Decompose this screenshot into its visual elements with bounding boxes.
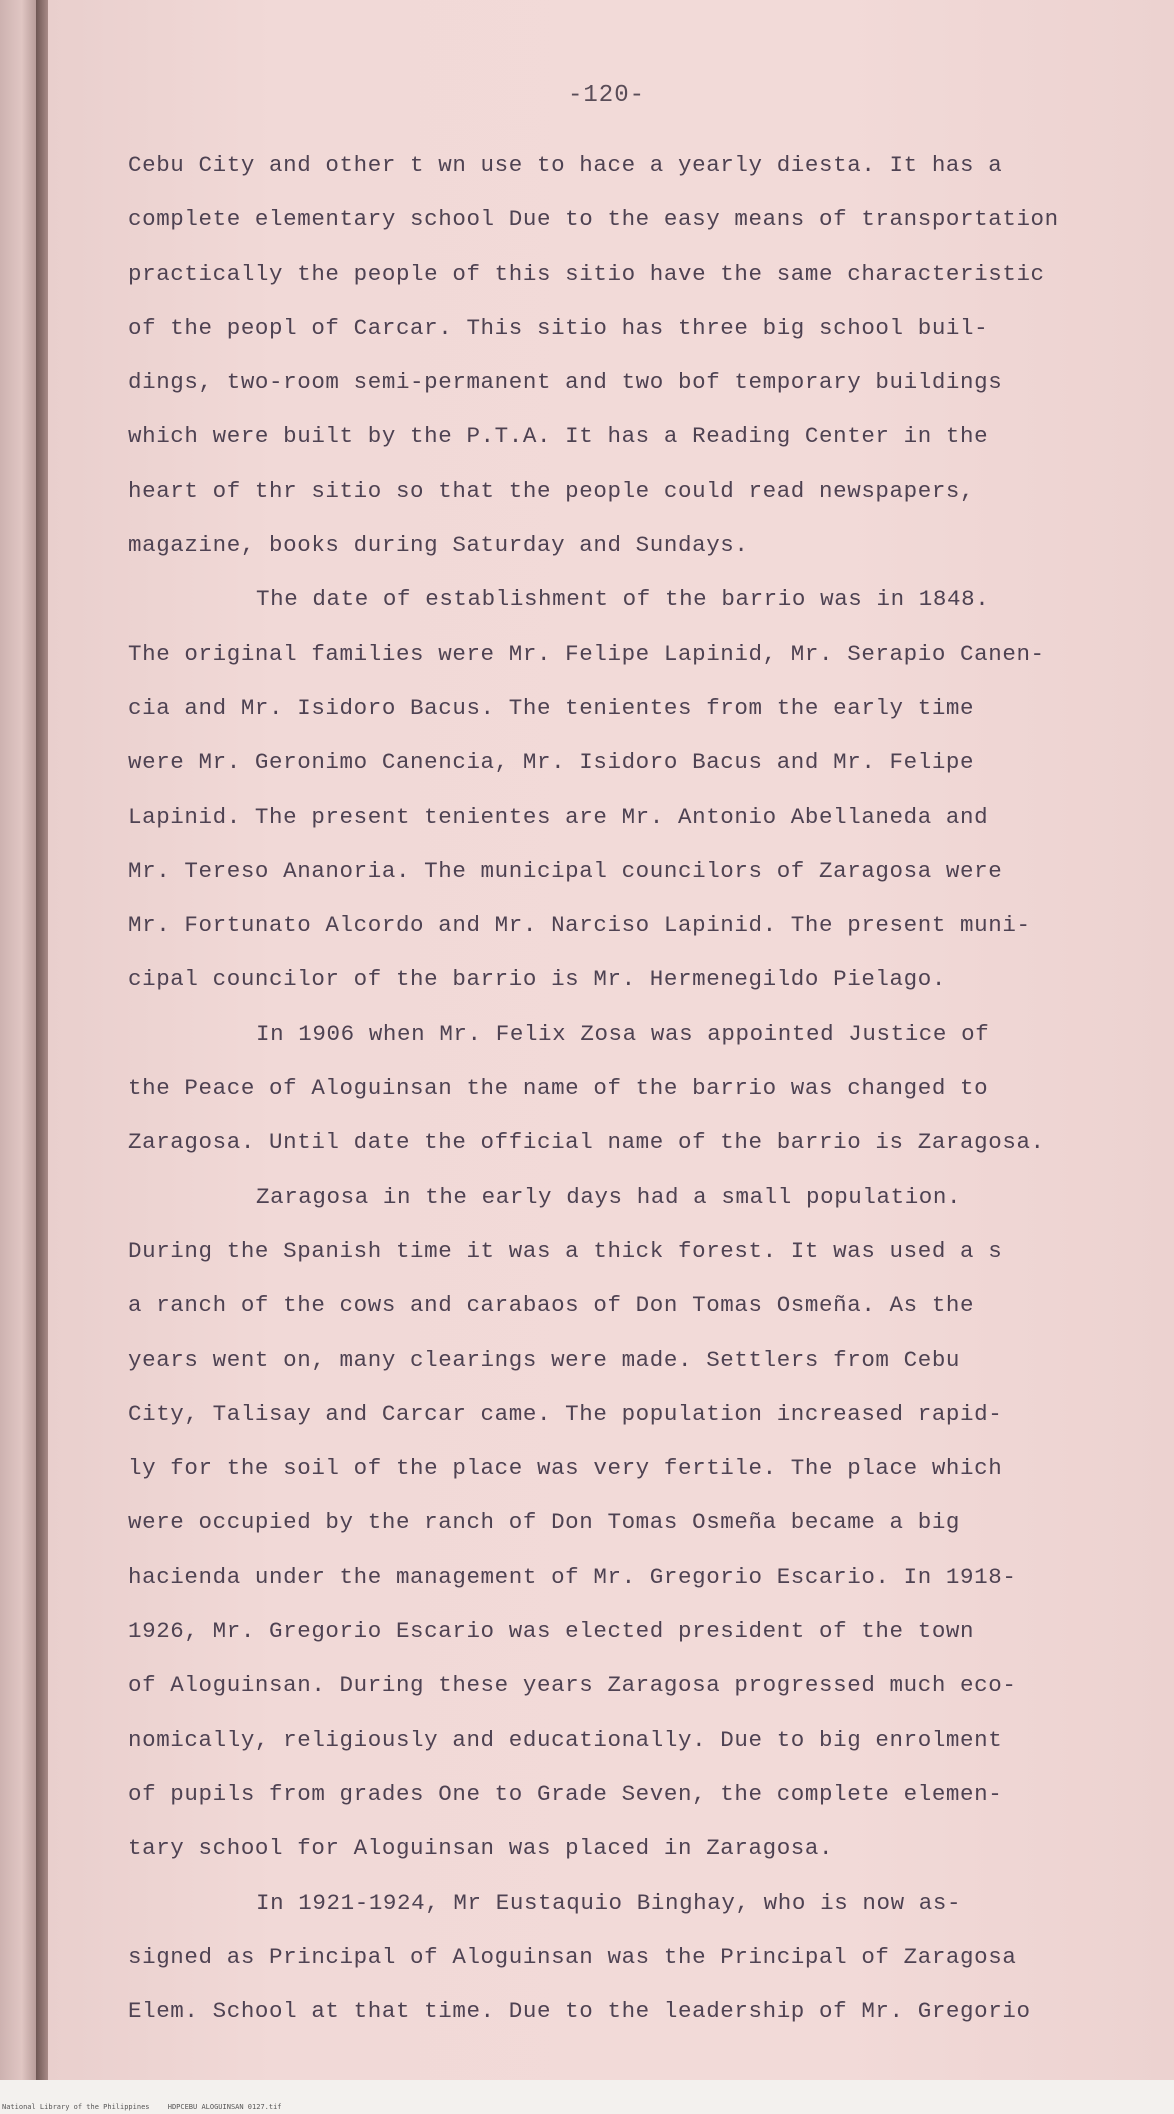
- text-line: were Mr. Geronimo Canencia, Mr. Isidoro Bacus and Mr. Felipe: [128, 749, 975, 776]
- binding-gutter: [36, 0, 48, 2080]
- body-text: [128, 138, 1078, 2038]
- text-line: Lapinid. The present tenientes are Mr. Antonio Abellaneda and: [128, 803, 989, 830]
- text-line: Zaragosa in the early days had a small population.: [256, 1183, 962, 1210]
- text-line: Cebu City and other t wn use to hace a yearly diesta. It has a: [128, 152, 1003, 178]
- text-line: were occupied by the ranch of Don Tomas Osmeña became a big: [128, 1509, 961, 1536]
- text-line: The date of establishment of the barrio was in 1848.: [256, 586, 990, 613]
- text-line: City, Talisay and Carcar came. The population increased rapid-: [128, 1400, 1003, 1427]
- text-line: ly for the soil of the place was very fertile. The place which: [128, 1455, 1003, 1482]
- text-line: signed as Principal of Aloguinsan was the Principal of Zaragosa: [128, 1943, 1017, 1970]
- footer-file: HDPCEBU ALOGUINSAN 0127.tif: [167, 2103, 282, 2111]
- footer-library: National Library of the Philippines: [2, 2103, 150, 2111]
- facing-page-edge: [0, 0, 36, 2080]
- text-line: which were built by the P.T.A. It has a Reading Center in the: [128, 423, 989, 450]
- text-line: of the peopl of Carcar. This sitio has three big school buil-: [128, 314, 989, 341]
- text-line: Mr. Tereso Ananoria. The municipal councilors of Zaragosa were: [128, 857, 1003, 884]
- text-line: hacienda under the management of Mr. Gregorio Escario. In 1918-: [128, 1563, 1017, 1590]
- text-line: heart of thr sitio so that the people could read newspapers,: [128, 477, 975, 504]
- text-line: Mr. Fortunato Alcordo and Mr. Narciso Lapinid. The present muni-: [128, 912, 1031, 939]
- text-line: practically the people of this sitio have the same characteristic: [128, 260, 1045, 287]
- text-line: 1926, Mr. Gregorio Escario was elected president of the town: [128, 1618, 975, 1645]
- text-line: Elem. School at that time. Due to the leadership of Mr. Gregorio: [128, 1998, 1031, 2025]
- text-line: a ranch of the cows and carabaos of Don Tomas Osmeña. As the: [128, 1292, 975, 1319]
- text-line: Zaragosa. Until date the official name of the barrio is Zaragosa.: [128, 1129, 1045, 1156]
- text-line: tary school for Aloguinsan was placed in Zaragosa.: [128, 1835, 834, 1862]
- text-line: dings, two-room semi-permanent and two bof temporary buildings: [128, 369, 1003, 396]
- text-line: of pupils from grades One to Grade Seven, the complete elemen-: [128, 1780, 1003, 1807]
- text-line: In 1921-1924, Mr Eustaquio Binghay, who is now as-: [256, 1889, 962, 1916]
- page-number: -120-: [568, 82, 646, 109]
- text-line: cia and Mr. Isidoro Bacus. The tenientes from the early time: [128, 694, 975, 721]
- text-line: complete elementary school Due to the easy means of transportation: [128, 206, 1059, 233]
- text-line: years went on, many clearings were made. Settlers from Cebu: [128, 1346, 961, 1373]
- text-line: In 1906 when Mr. Felix Zosa was appointed Justice of: [256, 1020, 990, 1047]
- text-line: the Peace of Aloguinsan the name of the barrio was changed to: [128, 1075, 989, 1102]
- text-line: magazine, books during Saturday and Sundays.: [128, 532, 749, 559]
- text-line: cipal councilor of the barrio is Mr. Hermenegildo Pielago.: [128, 966, 946, 993]
- scan-footer-label: [2, 2103, 296, 2111]
- text-line: During the Spanish time it was a thick forest. It was used a s: [128, 1237, 1003, 1264]
- text-line: of Aloguinsan. During these years Zaragosa progressed much eco-: [128, 1672, 1017, 1699]
- text-line: nomically, religiously and educationally. Due to big enrolment: [128, 1726, 1003, 1753]
- text-line: The original families were Mr. Felipe Lapinid, Mr. Serapio Canen-: [128, 640, 1045, 667]
